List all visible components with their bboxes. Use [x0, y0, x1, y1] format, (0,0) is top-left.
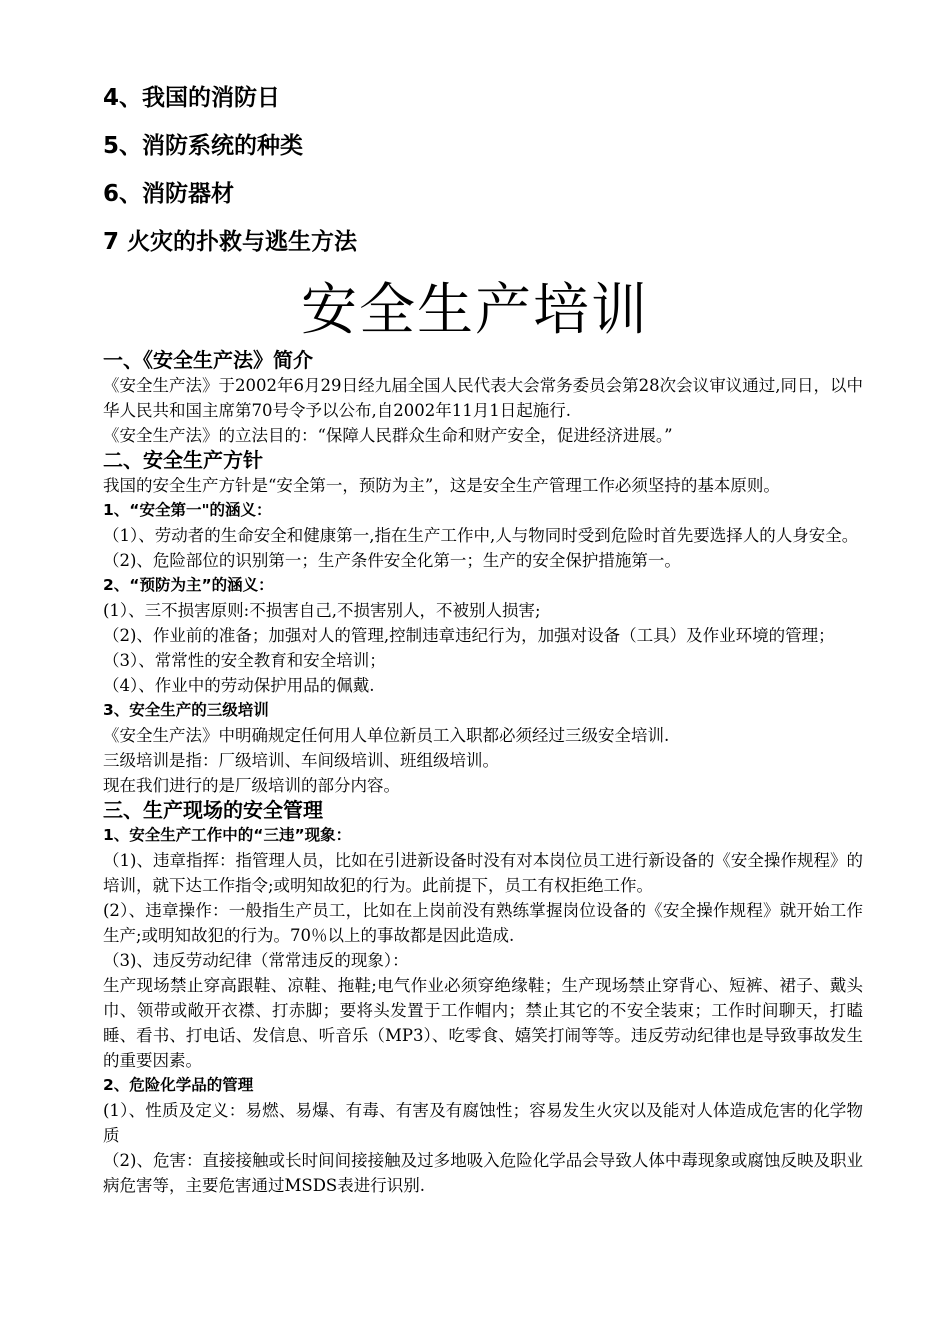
paragraph: (1）、性质及定义：易燃、易爆、有毒、有害及有腐蚀性；容易发生火灾以及能对人体造成危害的化学物质	[103, 1101, 863, 1145]
paragraph: 《安全生产法》中明确规定任何用人单位新员工入职都必须经过三级安全培训.	[103, 726, 670, 745]
topic-item: 6、消防器材	[103, 181, 235, 207]
paragraph: 生产现场禁止穿高跟鞋、凉鞋、拖鞋;电气作业必须穿绝缘鞋；生产现场禁止穿背心、短裤、裙子、戴头巾、领带或敞开衣襟、打赤脚；要将头发置于工作帽内；禁止其它的不安全装束；工作时间聊天，打瞌睡、看书、打电话、发信息、听音乐（MP3）、吃零食、嬉笑打闹等等。违反劳动纪律也是导致事故发生的重要因素。	[103, 976, 863, 1070]
page-title: 安全生产培训	[301, 278, 649, 343]
subsection-heading: 3、安全生产的三级培训	[103, 701, 269, 719]
paragraph: 现在我们进行的是厂级培训的部分内容。	[103, 776, 400, 795]
section-heading: 二、安全生产方针	[103, 448, 263, 472]
section-heading: 三、生产现场的安全管理	[103, 798, 323, 822]
section	[103, 798, 863, 1198]
subsection-heading: 2、“预防为主”的涵义：	[103, 576, 274, 594]
paragraph: 我国的安全生产方针是“安全第一，预防为主”，这是安全生产管理工作必须坚持的基本原则。	[103, 476, 780, 495]
paragraph: 《安全生产法》的立法目的：“保障人民群众生命和财产安全，促进经济进展。”	[103, 426, 673, 445]
paragraph: （1)、违章指挥：指管理人员，比如在引进新设备时没有对本岗位员工进行新设备的《安全操作规程》的培训，就下达工作指令;或明知故犯的行为。此前提下，员工有权拒绝工作。	[103, 851, 863, 895]
paragraph: （1）、劳动者的生命安全和健康第一,指在生产工作中,人与物同时受到危险时首先要选择人的人身安全。	[103, 526, 859, 545]
topic-item: 7 火灾的扑救与逃生方法	[103, 229, 358, 255]
paragraph: (2）、违章操作：一般指生产员工，比如在上岗前没有熟练掌握岗位设备的《安全操作规程》就开始工作生产;或明知故犯的行为。70％以上的事故都是因此造成.	[103, 901, 863, 945]
paragraph: （3）、常常性的安全教育和安全培训；	[103, 651, 386, 670]
section	[103, 448, 863, 798]
topic-item: 5、消防系统的种类	[103, 133, 304, 159]
subsection-heading: 2、危险化学品的管理	[103, 1076, 254, 1094]
paragraph: （3)、违反劳动纪律（常常违反的现象）：	[103, 951, 409, 970]
paragraph: 《安全生产法》于2002年6月29日经九届全国人民代表大会常务委员会第28次会议审议通过,同日，以中华人民共和国主席第70号令予以公布,自2002年11月1日起施行.	[103, 376, 863, 420]
subsection-heading: 1、安全生产工作中的“三违”现象：	[103, 826, 352, 844]
paragraph: (1）、三不损害原则:不损害自己,不损害别人，不被别人损害;	[103, 601, 541, 620]
paragraph: （2)、危害：直接接触或长时间间接接触及过多地吸入危险化学品会导致人体中毒现象或腐蚀反映及职业病危害等，主要危害通过MSDS表进行识别.	[103, 1151, 863, 1195]
section	[103, 348, 863, 448]
paragraph: （2)、危险部位的识别第一；生产条件安全化第一；生产的安全保护措施第一。	[103, 551, 681, 570]
paragraph: 三级培训是指：厂级培训、车间级培训、班组级培训。	[103, 751, 499, 770]
section-heading: 一、《安全生产法》简介	[103, 348, 313, 372]
topic-list	[103, 82, 863, 274]
document-body	[103, 348, 863, 1198]
paragraph: （4）、作业中的劳动保护用品的佩戴.	[103, 676, 375, 695]
topic-item: 4、我国的消防日	[103, 85, 281, 111]
paragraph: （2)、作业前的准备；加强对人的管理,控制违章违纪行为，加强对设备（工具）及作业环境的管理；	[103, 626, 835, 645]
subsection-heading: 1、“安全第一"的涵义：	[103, 501, 272, 519]
